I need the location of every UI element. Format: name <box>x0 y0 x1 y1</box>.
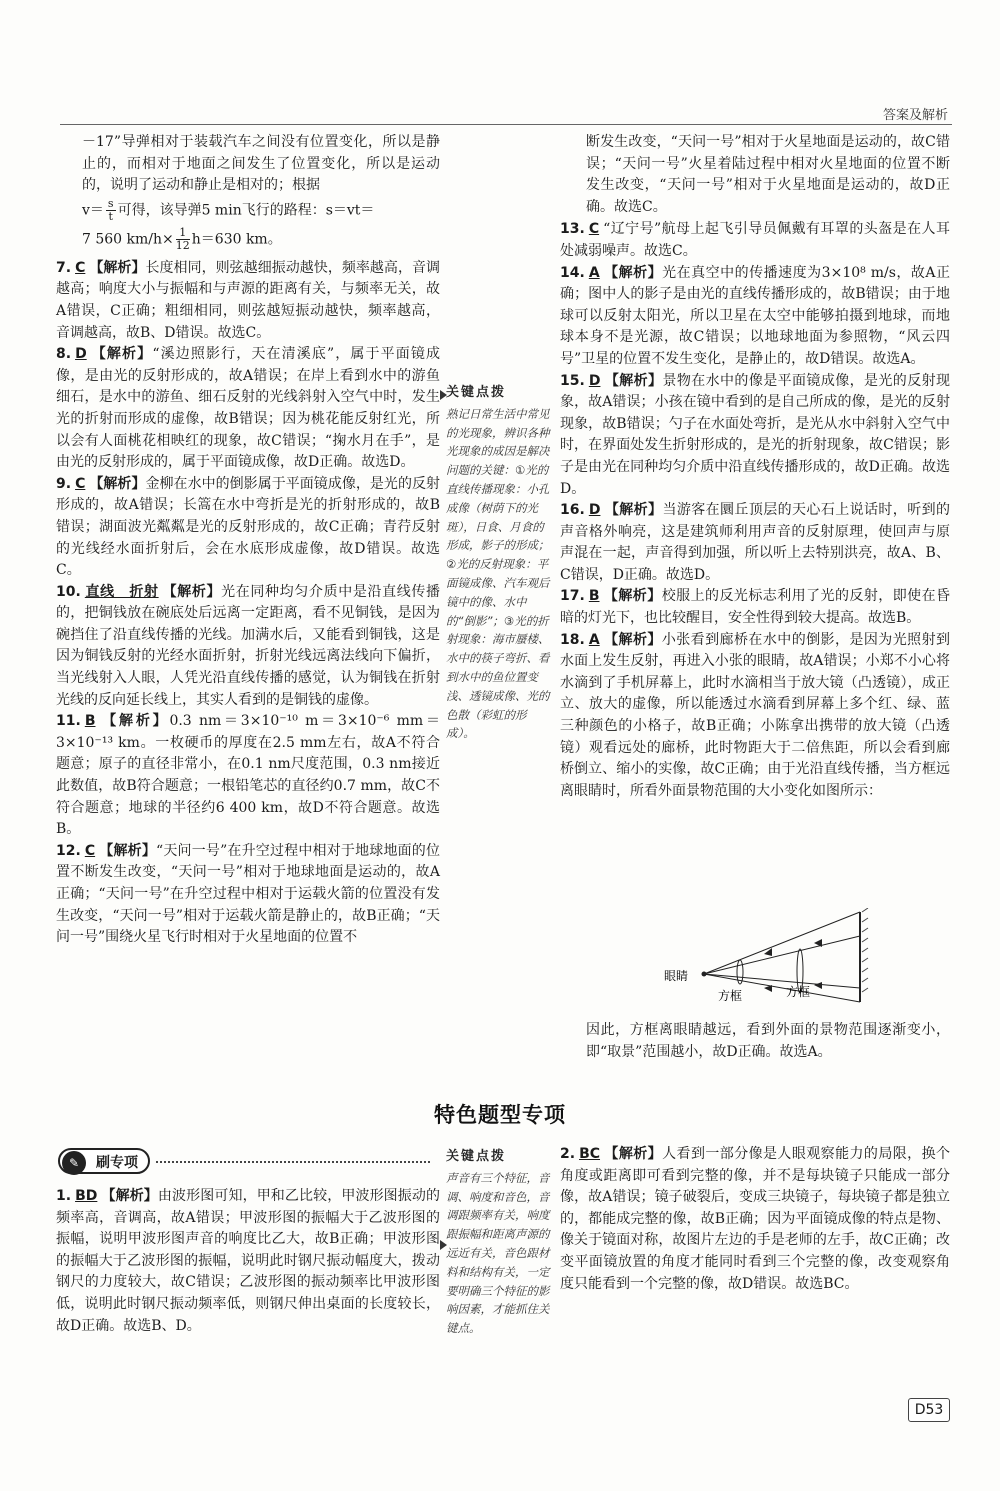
left-column <box>56 132 440 949</box>
item-text: 小张看到廊桥在水中的倒影，是因为光照射到水面上发生反射，再进入小张的眼睛，故A错误；小郑不小心将水滴到了手机屏幕上，此时水滴相当于放大镜（凸透镜），成正立、放大的虚像，所以能透过水滴看到屏幕上多个红、绿、蓝三种颜色的小格子，故B正确；小陈拿出携带的放大镜（凸透镜）观看远处的廊桥，此时物距大于二倍焦距，所以会看到廊桥倒立、缩小的实像，故C正确；由于光沿直线传播，当方框远离眼睛时，所看外面景物范围的大小变化如图所示： <box>560 631 951 799</box>
formula-prefix: v＝ <box>82 202 104 219</box>
item-answer: BD <box>75 1188 98 1204</box>
analysis-tag: 【解析】 <box>89 259 146 276</box>
fraction-1-over-12 <box>176 227 190 252</box>
question-item-8 <box>56 344 440 474</box>
calc-numerator: 1 <box>176 227 190 240</box>
light-ray <box>704 912 860 974</box>
analysis-tag: 【解析】 <box>604 502 663 519</box>
item-answer: 直线 折射 <box>84 583 159 600</box>
ray-arrow-icon <box>814 982 822 989</box>
light-ray <box>704 936 860 974</box>
page-number: D53 <box>908 1398 950 1422</box>
item-answer: B <box>84 713 96 730</box>
item-number: 9. <box>56 475 72 492</box>
formula-suffix: 可得，该导弹5 min飞行的路程：s＝vt＝ <box>117 202 375 219</box>
analysis-tag: 【解析】 <box>89 475 146 492</box>
right-column <box>560 132 950 802</box>
frame-label-near: 方框 <box>718 989 743 1003</box>
item-text: 光在真空中的传播速度为3×10⁸ m/s，故A正确；图中人的影子是由光的直线传播形成的，故B错误；由于地球可以反射太阳光，所以卫星在太空中能够拍摄到地球，而地球本身不是光源，故C错误；以地球地面为参照物，“风云四号”卫星的位置不发生变化，是静止的，故D错误。故选A。 <box>560 264 950 367</box>
special-right-column <box>560 1144 950 1295</box>
item-answer: C <box>84 842 96 859</box>
wall-hatch <box>862 918 868 922</box>
item-text: 长度相同，则弦越细振动越快，频率越高，音调越高；响度大小与振幅和与声源的距离有关，与频率无关，故A错误，C正确；粗细相同，则弦越短振动越快，频率越高，音调越高，故B、D错误。故选C。 <box>56 259 441 341</box>
analysis-tag: 【解析】 <box>603 588 662 605</box>
section-title: 特色题型专项 <box>434 1103 566 1127</box>
analysis-tag: 【解析】 <box>604 1146 663 1162</box>
item-number: 16. <box>560 502 585 519</box>
wall-hatch <box>862 988 868 992</box>
question-item-7 <box>56 258 440 344</box>
wall-hatch <box>862 958 868 962</box>
sidebar-text: 声音有三个特征，音调、响度和音色，音调跟频率有关，响度跟振幅和距离声源的远近有关，音色跟材料和结构有关，一定要明确三个特征的影响因素，才能抓住关键点。 <box>446 1170 550 1336</box>
item-number: 11. <box>56 713 81 730</box>
analysis-tag: 【解析】 <box>603 264 663 281</box>
right-conclusion <box>586 1020 950 1064</box>
analysis-tag: 【解析】 <box>101 1188 158 1204</box>
header-rule <box>60 124 952 125</box>
brush-icon: ✎ <box>62 1151 86 1175</box>
question-item-18 <box>560 630 950 803</box>
frac-numerator: s <box>107 196 114 210</box>
item-number: 10. <box>56 583 81 600</box>
frame-label-far: 方框 <box>786 985 811 999</box>
eye-point-icon <box>702 972 707 977</box>
badge-label: 刷专项 <box>96 1155 138 1171</box>
item-answer: A <box>588 631 600 648</box>
wall-hatch <box>862 928 868 932</box>
key-tips-sidebar-2 <box>446 1148 552 1338</box>
item-text: 当游客在圜丘顶层的天心石上说话时，听到的声音格外响亮，这是建筑师利用声音的反射原理，使回声与原声混在一起，声音得到加强，所以听上去特别洪亮，故A、B、C错误，D正确。故选D。 <box>560 502 951 583</box>
question-item-11 <box>56 711 440 841</box>
item-number: 13. <box>560 221 585 238</box>
item-number: 8. <box>56 346 72 363</box>
item-answer: A <box>588 264 600 281</box>
calc-denominator: 12 <box>175 238 190 252</box>
question-item-14 <box>560 263 950 371</box>
item-text: 金柳在水中的倒影属于平面镜成像，是光的反射形成的，故A错误；长篙在水中弯折是光的折射形成的，故B错误；湖面波光粼粼是光的反射形成的，故C正确；青荇反射的光线经水面折射后，会在水底形成虚像，故D错误。故选C。 <box>56 475 441 579</box>
analysis-tag: 【解析】 <box>604 372 663 389</box>
question-item-13 <box>560 219 950 262</box>
conclusion-text: 因此，方框离眼睛越远，看到外面的景物范围逐渐变小，即“取景”范围越小，故D正确。故选A。 <box>586 1022 950 1060</box>
velocity-formula <box>56 198 440 223</box>
question-item-16 <box>560 500 950 586</box>
item-text: 由波形图可知，甲和乙比较，甲波形图振动的频率高，音调高，故A错误；甲波形图的振幅大于乙波形图的振幅，说明甲波形图声音的响度比乙大，故B正确；甲波形图的振幅大于乙波形图的振幅，说明此时钢尺振动幅度大，拨动钢尺的力度较大，故C错误；乙波形图的振动频率比甲波形图低，说明此时钢尺振动频率低，则钢尺伸出桌面的长度较长，故D正确。故选B、D。 <box>56 1188 441 1334</box>
header-label: 答案及解析 <box>882 108 948 123</box>
question-item-10 <box>56 582 440 712</box>
item-text: “辽宁号”航母上起飞引导员佩戴有耳罩的头盔是在人耳处减弱噪声。故选C。 <box>560 221 950 259</box>
item-number: 7. <box>56 259 72 276</box>
item-text: 景物在水中的像是平面镜成像，是光的反射现象，故A错误；小孩在镜中看到的是自己所成的像，是光的反射现象，故B错误；勺子在水面处弯折，是光从水中斜射入空气中时，在界面处发生折射形成的，是光的折射现象，故C错误；影子是由光在同种均匀介质中沿直线传播形成的，故D正确。故选D。 <box>560 372 951 497</box>
item-number: 18. <box>560 631 585 648</box>
item-number: 1. <box>56 1188 72 1204</box>
item-text: 0.3 nm＝3×10⁻¹⁰ m＝3×10⁻⁶ mm＝3×10⁻¹³ km。一枚硬币的厚度在2.5 mm左右，故A不符合题意；原子的直径非常小，在0.1 nm尺度范围，0.3 nm接近此数值，故B符合题意；一根铅笔芯的直径约0.7 mm，故C不符合题意；地球的半径约6 400 km，故D不符合题意。故选B。 <box>56 713 440 838</box>
wall-hatch <box>862 968 868 972</box>
item-answer: BC <box>579 1146 601 1162</box>
wall-hatch <box>862 908 868 912</box>
item-answer: B <box>588 588 600 605</box>
analysis-tag: 【解析】 <box>162 583 222 600</box>
fraction-s-over-t <box>106 198 116 223</box>
sidebar-title: 关键点拨 <box>446 385 507 400</box>
item-answer: D <box>588 502 601 519</box>
intro-paragraph <box>56 132 440 197</box>
analysis-tag: 【解析】 <box>99 713 170 730</box>
special-practice-badge <box>58 1148 150 1174</box>
distance-calc <box>56 227 440 252</box>
wall-hatch <box>862 938 868 942</box>
analysis-tag: 【解析】 <box>603 631 662 648</box>
dotted-divider <box>156 1161 430 1163</box>
sidebar-title: 关键点拨 <box>446 1149 507 1164</box>
special-item-2 <box>560 1144 950 1295</box>
item-answer: D <box>588 372 601 389</box>
analysis-tag: 【解析】 <box>99 842 157 859</box>
ray-arrow-icon <box>764 985 772 992</box>
special-left-column <box>56 1186 440 1337</box>
sidebar-text: 熟记日常生活中常见的光现象，辨识各种光现象的成因是解决问题的关键：①光的直线传播现象：小孔成像（树荫下的光斑），日食、月食的形成，影子的形成；②光的反射现象：平面镜成像、汽车观后镜中的像、水中的“倒影”；③光的折射现象：海市蜃楼、水中的筷子弯折、看到水中的鱼位置变浅、透镜成像、光的色散（彩虹的形成）。 <box>446 406 550 741</box>
item-text: “天问一号”在升空过程中相对于地球地面的位置不断发生改变，“天问一号”相对于地球地面是运动的，故A正确；“天问一号”在升空过程中相对于运载火箭的位置没有发生改变，“天问一号”相对于运载火箭是静止的，故B正确；“天问一号”围绕火星飞行时相对于火星地面的位置不 <box>56 842 440 946</box>
item-number: 2. <box>560 1146 576 1162</box>
item-answer: C <box>588 221 600 238</box>
frac-denominator: t <box>108 209 113 223</box>
item-number: 15. <box>560 372 585 389</box>
item-number: 12. <box>56 842 81 859</box>
item-text: 光在同种均匀介质中是沿直线传播的，把铜钱放在碗底处后远离一定距离，看不见铜钱，是因为碗挡住了沿直线传播的光线。加满水后，又能看到铜钱，这是因为铜钱反射的光经水面折射，折射光线远离法线向下偏折，当光线射入人眼，人凭光沿直线传播的感觉，认为铜钱在折射光线的反向延长线上，其实人看到的是铜钱的虚像。 <box>56 583 440 708</box>
item-text: “溪边照影行，天在清溪底”，属于平面镜成像，是由光的反射形成的，故A错误；在岸上看到水中的游鱼细石，是水中的游鱼、细石反射的光线斜射入空气中时，发生光的折射而形成的虚像，故B错误；因为桃花能反射红光，所以会有人面桃花相映红的现象，故C错误；“掬水月在手”，是由光的反射形成的，属于平面镜成像，故D正确。故选D。 <box>56 346 440 471</box>
item-number: 14. <box>560 264 585 281</box>
right-intro: 断发生改变，“天问一号”相对于火星地面是运动的，故C错误；“天问一号”火星着陆过程中相对火星地面的位置不断发生改变，“天问一号”相对于火星地面是运动的，故D正确。故选C。 <box>586 134 950 215</box>
analysis-tag: 【解析】 <box>90 346 153 363</box>
question-item-9 <box>56 474 440 582</box>
eye-label: 眼睛 <box>664 969 689 983</box>
question-item-15 <box>560 371 950 501</box>
question-item-12 <box>56 841 440 949</box>
item-text: 校服上的反光标志利用了光的反射，即使在昏暗的灯光下，也比较醒目，安全性得到较大提高。故选B。 <box>560 588 951 627</box>
key-tips-sidebar <box>446 384 552 743</box>
item-answer: C <box>75 259 86 276</box>
item-answer: C <box>75 475 86 492</box>
calc-prefix: 7 560 km/h× <box>82 231 174 248</box>
special-item-1 <box>56 1186 440 1337</box>
item-number: 17. <box>560 588 585 605</box>
wall-hatch <box>862 978 868 982</box>
viewing-frame-diagram <box>664 908 874 1008</box>
question-item-17 <box>560 586 950 629</box>
wall-hatch <box>862 948 868 952</box>
item-text: 人看到一部分像是人眼观察能力的局限，换个角度或距离即可看到完整的像，并不是每块镜子只能成一部分像，故A错误；镜子破裂后，变成三块镜子，每块镜子都是独立的，都能成完整的像，故B正确；因为平面镜成像的特点是物、像关于镜面对称，故图片左边的手是老师的左手，故C正确；改变平面镜放置的角度才能同时看到三个完整的像，改变观察角度只能看到一个完整的像，故D错误。故选BC。 <box>560 1146 951 1292</box>
light-ray <box>704 974 860 988</box>
item-answer: D <box>75 346 87 363</box>
calc-suffix: h＝630 km。 <box>191 231 282 248</box>
intro-text: －17”导弹相对于装载汽车之间没有位置变化，所以是静止的，而相对于地面之间发生了位置变化，所以是运动的，说明了运动和静止是相对的；根据 <box>82 134 440 194</box>
